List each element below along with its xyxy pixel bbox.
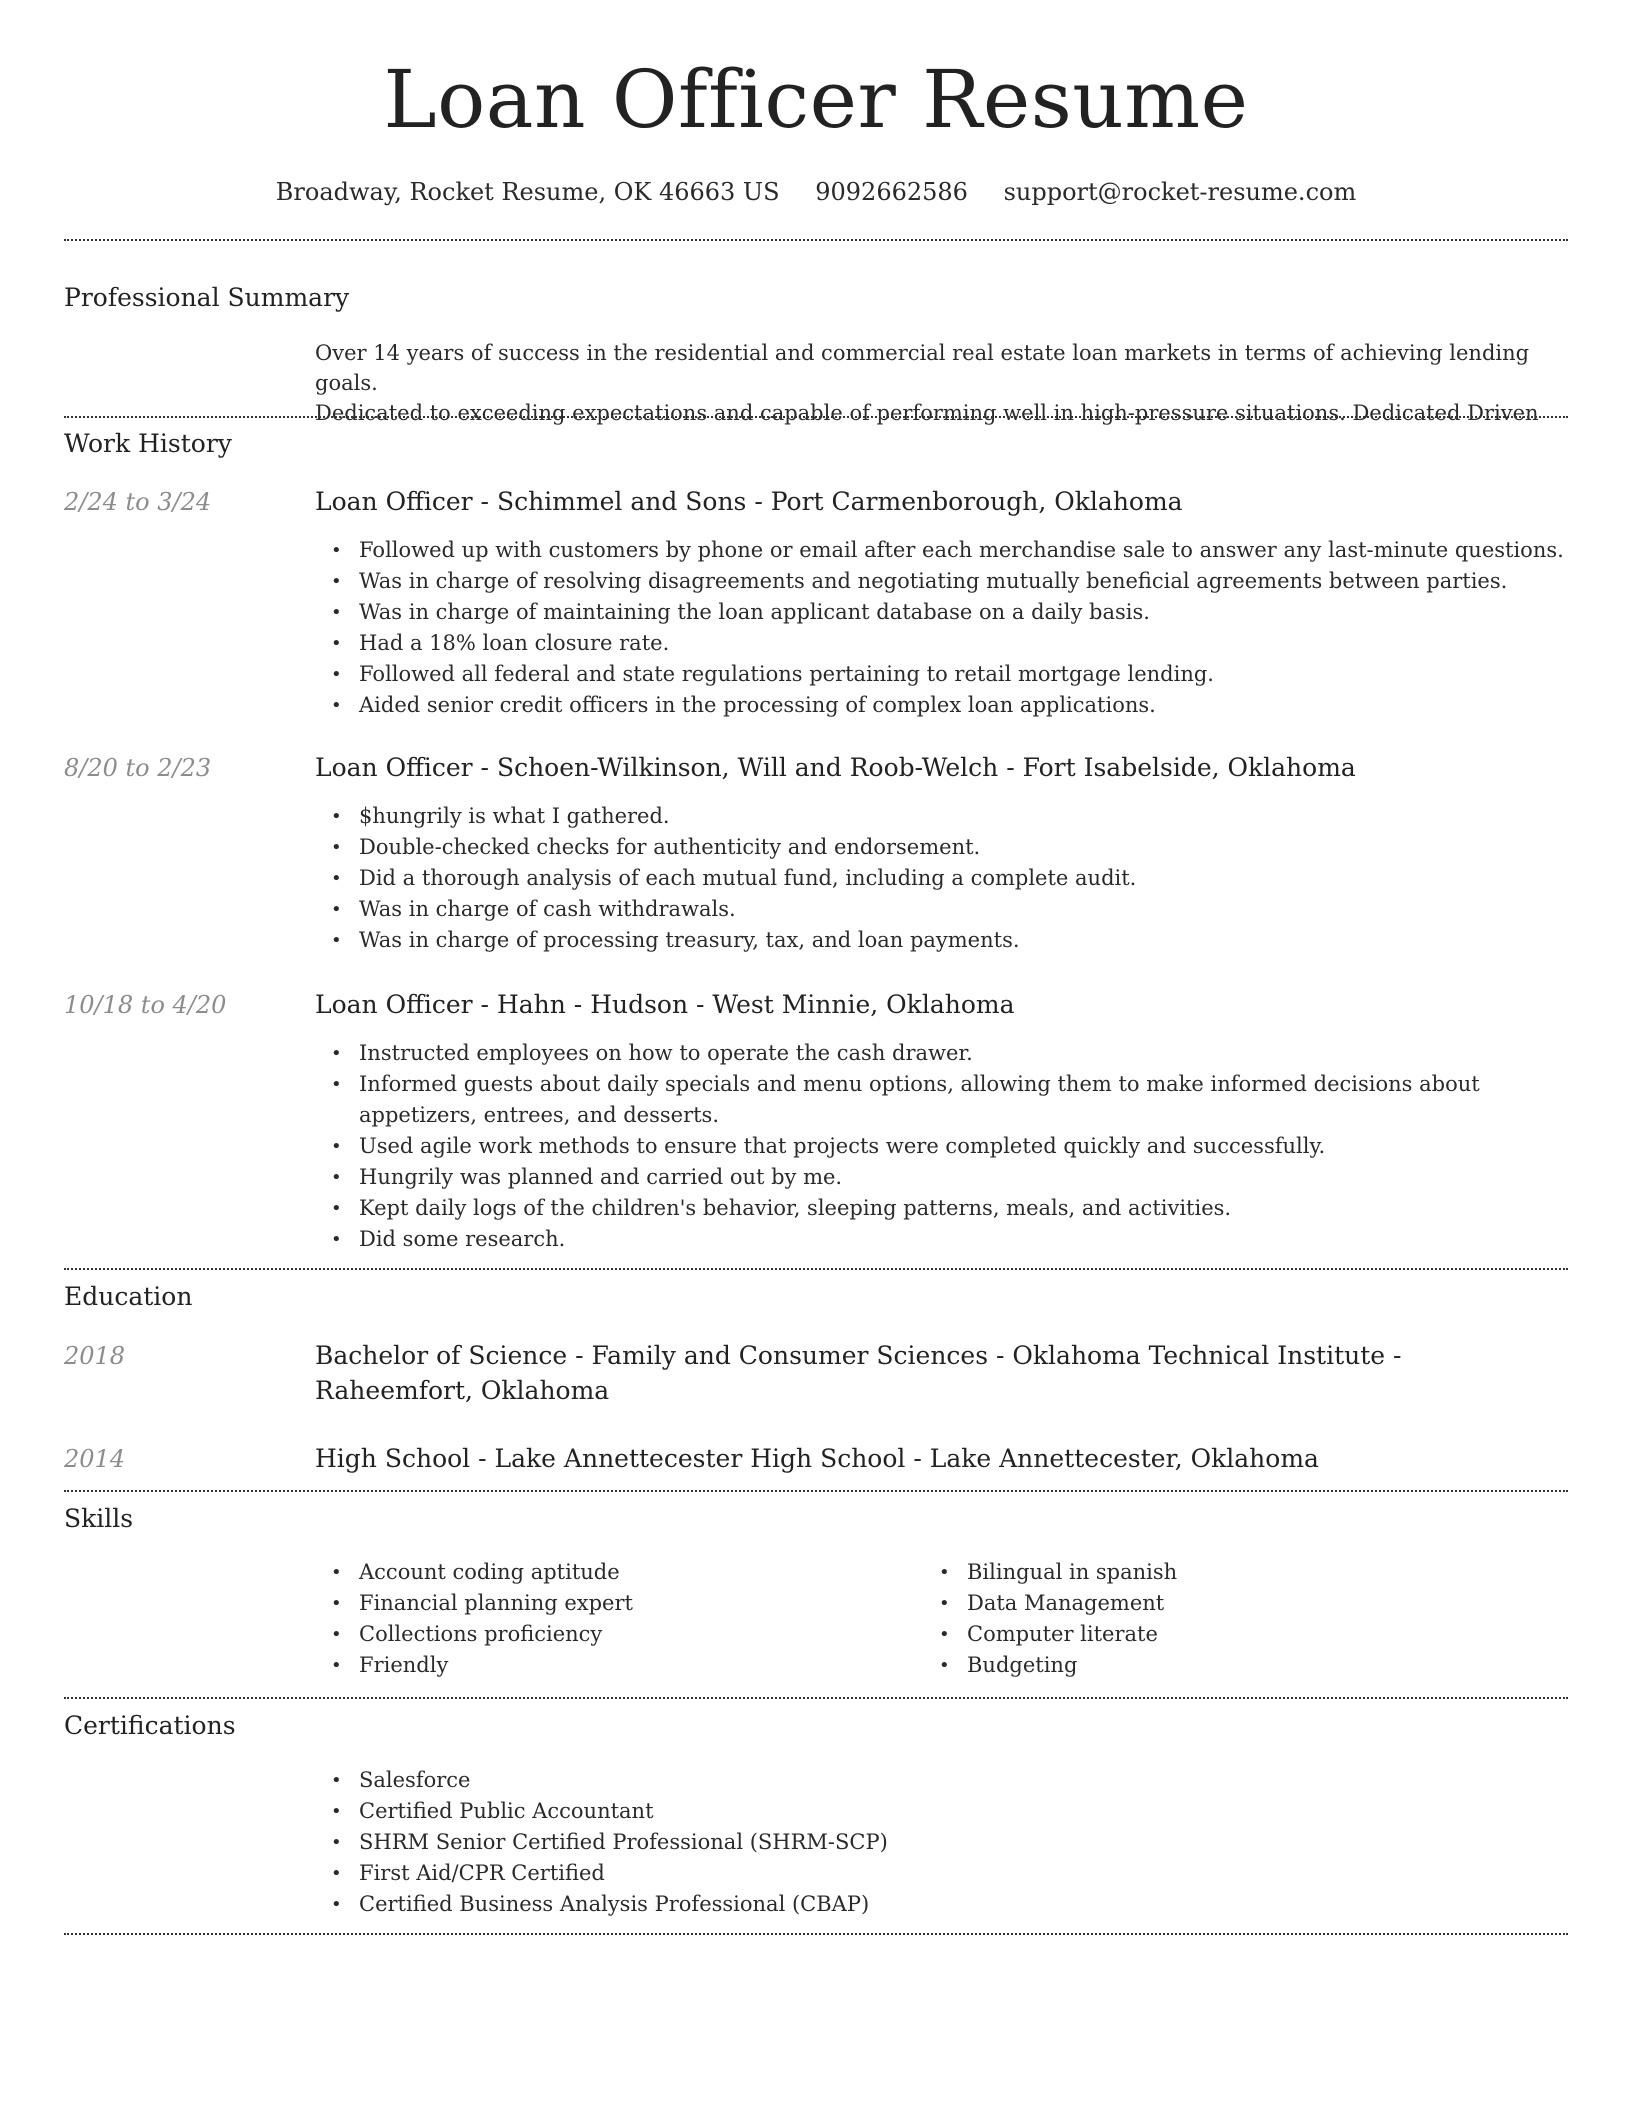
job-bullet: • Double-checked checks for authenticity and endorsement. xyxy=(359,832,1569,863)
job-bullet: • Aided senior credit officers in the processing of complex loan applications. xyxy=(359,690,1569,721)
job-bullet: • Instructed employees on how to operate the cash drawer. xyxy=(359,1038,1569,1069)
contact-address: Broadway, Rocket Resume, OK 46663 US xyxy=(275,178,780,206)
skill-item: • Account coding aptitude xyxy=(359,1557,919,1588)
job-dates: 8/20 to 2/23 xyxy=(64,754,212,782)
certification-item: • SHRM Senior Certified Professional (SHRM-SCP) xyxy=(359,1827,1569,1858)
job-bullet: • Used agile work methods to ensure that projects were completed quickly and successfully. xyxy=(359,1131,1569,1162)
job-bullets xyxy=(315,801,1569,956)
job-bullet: • Was in charge of resolving disagreements and negotiating mutually beneficial agreements between parties. xyxy=(359,566,1569,597)
job-bullet: • Was in charge of cash withdrawals. xyxy=(359,894,1569,925)
contact-phone: 9092662586 xyxy=(815,178,968,206)
job-bullet: • Informed guests about daily specials and menu options, allowing them to make informed decisions about appetizers, entrees, and desserts. xyxy=(359,1069,1569,1131)
job-bullets xyxy=(315,535,1569,721)
job-bullet: • Followed all federal and state regulations pertaining to retail mortgage lending. xyxy=(359,659,1569,690)
summary-line: Dedicated to exceeding expectations and capable of performing well in high-pressure situations. Dedicated Driven xyxy=(315,401,1539,425)
section-divider xyxy=(64,1490,1568,1492)
work-history-heading: Work History xyxy=(64,429,232,458)
job-bullet: • Was in charge of maintaining the loan applicant database on a daily basis. xyxy=(359,597,1569,628)
job-bullet: • Did some research. xyxy=(359,1224,1569,1255)
contact-info xyxy=(0,176,1632,208)
section-divider xyxy=(64,1268,1568,1270)
certification-item: • First Aid/CPR Certified xyxy=(359,1858,1569,1889)
certifications-list xyxy=(315,1765,1569,1920)
skill-item: • Bilingual in spanish xyxy=(967,1557,1567,1588)
section-divider xyxy=(64,239,1568,241)
resume-header xyxy=(0,52,1632,208)
certification-item: • Salesforce xyxy=(359,1765,1569,1796)
skill-item: • Data Management xyxy=(967,1588,1567,1619)
section-divider xyxy=(64,1933,1568,1935)
job-bullets xyxy=(315,1038,1569,1255)
summary-text xyxy=(315,338,1565,428)
job-bullet: • Did a thorough analysis of each mutual fund, including a complete audit. xyxy=(359,863,1569,894)
job-title: Loan Officer - Schoen-Wilkinson, Will and Roob-Welch - Fort Isabelside, Oklahoma xyxy=(315,753,1356,782)
summary-line: Over 14 years of success in the residential and commercial real estate loan markets in terms of achieving lending goals. xyxy=(315,341,1530,395)
job-bullet: • Had a 18% loan closure rate. xyxy=(359,628,1569,659)
skill-item: • Budgeting xyxy=(967,1650,1567,1681)
job-bullet: • Kept daily logs of the children's behavior, sleeping patterns, meals, and activities. xyxy=(359,1193,1569,1224)
education-entry: High School - Lake Annettecester High School - Lake Annettecester, Oklahoma xyxy=(315,1444,1319,1473)
job-dates: 10/18 to 4/20 xyxy=(64,991,227,1019)
education-year: 2018 xyxy=(64,1342,126,1370)
job-title: Loan Officer - Schimmel and Sons - Port Carmenborough, Oklahoma xyxy=(315,487,1183,516)
skill-item: • Financial planning expert xyxy=(359,1588,919,1619)
education-entry: Bachelor of Science - Family and Consumer Sciences - Oklahoma Technical Institute - Raheemfort, Oklahoma xyxy=(315,1341,1402,1405)
skill-item: • Computer literate xyxy=(967,1619,1567,1650)
resume-title: Loan Officer Resume xyxy=(383,53,1249,146)
job-bullet: • Was in charge of processing treasury, tax, and loan payments. xyxy=(359,925,1569,956)
education-year: 2014 xyxy=(64,1445,126,1473)
education-heading: Education xyxy=(64,1282,193,1311)
certification-item: • Certified Business Analysis Professional (CBAP) xyxy=(359,1889,1569,1920)
job-title: Loan Officer - Hahn - Hudson - West Minnie, Oklahoma xyxy=(315,990,1015,1019)
skill-item: • Collections proficiency xyxy=(359,1619,919,1650)
job-bullet: • Hungrily was planned and carried out by me. xyxy=(359,1162,1569,1193)
job-dates: 2/24 to 3/24 xyxy=(64,488,212,516)
summary-heading: Professional Summary xyxy=(64,283,350,312)
section-divider xyxy=(64,416,1568,418)
contact-email: support@rocket-resume.com xyxy=(1003,178,1357,206)
certification-item: • Certified Public Accountant xyxy=(359,1796,1569,1827)
job-bullet: • $hungrily is what I gathered. xyxy=(359,801,1569,832)
skills-list-left xyxy=(315,1557,919,1681)
job-bullet: • Followed up with customers by phone or email after each merchandise sale to answer any last-minute questions. xyxy=(359,535,1569,566)
skill-item: • Friendly xyxy=(359,1650,919,1681)
section-divider xyxy=(64,1697,1568,1699)
skills-list-right xyxy=(923,1557,1567,1681)
skills-heading: Skills xyxy=(64,1504,134,1533)
certifications-heading: Certifications xyxy=(64,1711,236,1740)
